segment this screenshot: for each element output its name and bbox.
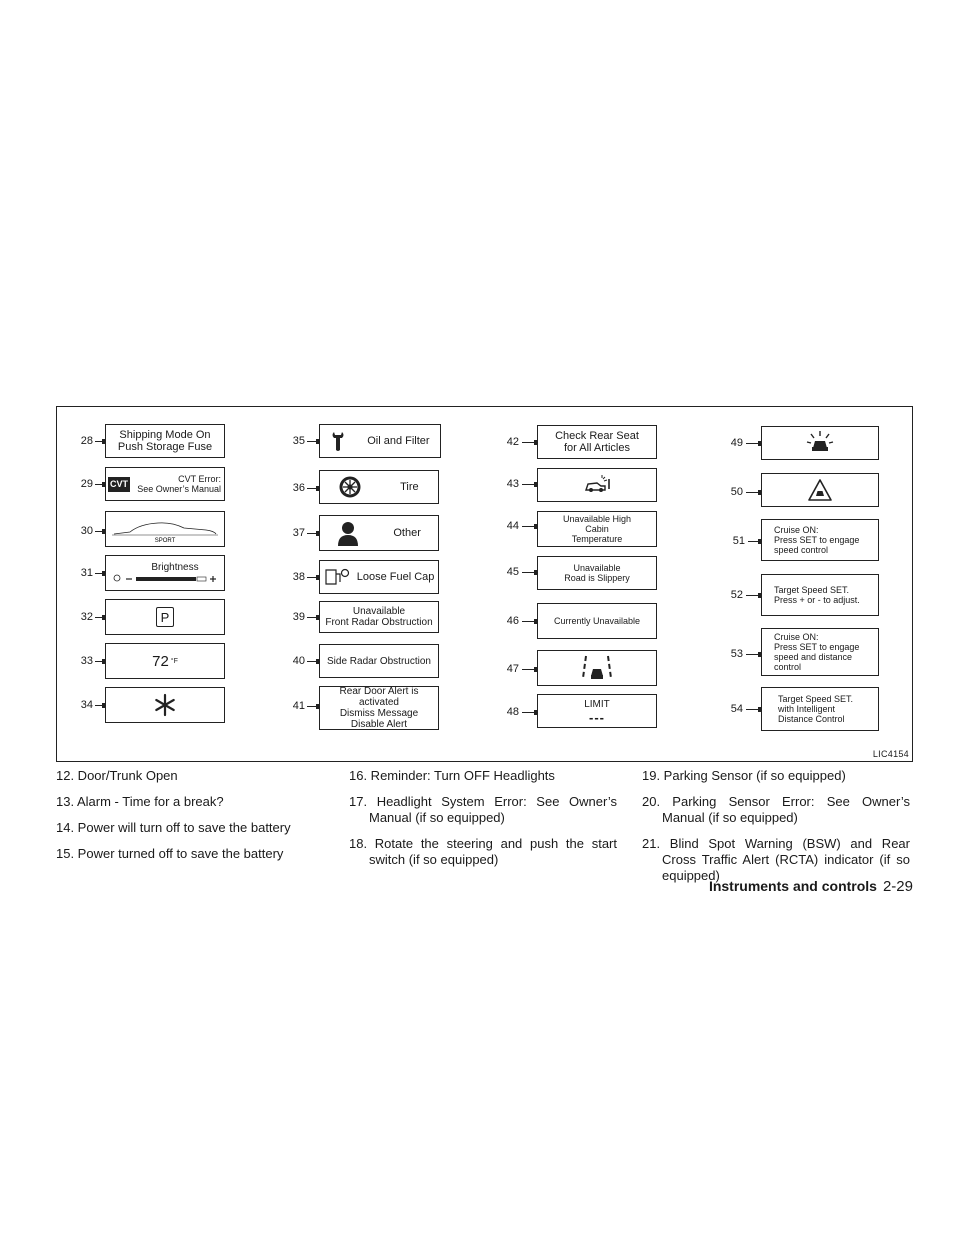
callout-36: 36 xyxy=(292,482,305,494)
callout-34: 34 xyxy=(80,699,93,711)
leader-line xyxy=(307,533,319,534)
leader-line xyxy=(307,617,319,618)
list-item: 21. Blind Spot Warning (BSW) and Rear Cross Traffic Alert (RCTA) indicator (if so equipped) xyxy=(642,836,910,883)
park-icon: P xyxy=(156,607,174,627)
section-title: Instruments and controls xyxy=(708,878,877,894)
message-cruise-on-distance: Cruise ON: Press SET to engage speed and distance control xyxy=(761,628,879,676)
message-oil-filter: Oil and Filter xyxy=(319,424,441,458)
callout-50: 50 xyxy=(730,486,743,498)
message-road-slippery: Unavailable Road is Slippery xyxy=(537,556,657,590)
callout-28: 28 xyxy=(80,435,93,447)
callout-29: 29 xyxy=(80,478,93,490)
message-side-radar: Side Radar Obstruction xyxy=(319,644,439,678)
person-icon xyxy=(337,520,359,546)
warning-message-figure xyxy=(56,406,913,762)
leader-line xyxy=(522,572,537,573)
callout-30: 30 xyxy=(80,525,93,537)
message-cvt-error: CVT CVT Error: See Owner’s Manual xyxy=(105,467,225,501)
leader-line xyxy=(522,484,537,485)
leader-line xyxy=(746,595,761,596)
callout-37: 37 xyxy=(292,527,305,539)
message-limit: LIMIT --- xyxy=(537,694,657,728)
message-sport-mode xyxy=(105,511,225,547)
list-item: 19. Parking Sensor (if so equipped) xyxy=(642,768,846,783)
leader-line xyxy=(307,577,319,578)
list-item: 16. Reminder: Turn OFF Headlights xyxy=(349,768,555,783)
leader-line xyxy=(746,492,761,493)
callout-54: 54 xyxy=(730,703,743,715)
message-cruise-on: Cruise ON: Press SET to engage speed control xyxy=(761,519,879,561)
message-rear-seat-icon xyxy=(537,468,657,502)
callout-32: 32 xyxy=(80,611,93,623)
message-icy xyxy=(105,687,225,723)
leader-line xyxy=(746,654,761,655)
car-alert-icon xyxy=(805,430,835,456)
callout-43: 43 xyxy=(506,478,519,490)
list-item: 14. Power will turn off to save the battery xyxy=(56,820,291,835)
fuel-cap-icon xyxy=(324,566,350,588)
callout-46: 46 xyxy=(506,615,519,627)
message-cabin-temperature: Unavailable High Cabin Temperature xyxy=(537,511,657,547)
page-number: 2-29 xyxy=(882,878,913,895)
leader-line xyxy=(522,442,537,443)
leader-line xyxy=(522,669,537,670)
message-check-rear-seat: Check Rear Seat for All Articles xyxy=(537,425,657,459)
leader-line xyxy=(307,706,319,707)
callout-45: 45 xyxy=(506,566,519,578)
warning-car-icon xyxy=(807,478,833,502)
figure-code: LIC4154 xyxy=(872,749,909,759)
message-loose-fuel-cap: Loose Fuel Cap xyxy=(319,560,439,594)
message-currently-unavailable: Currently Unavailable xyxy=(537,603,657,639)
callout-52: 52 xyxy=(730,589,743,601)
message-shipping-mode: Shipping Mode On Push Storage Fuse xyxy=(105,424,225,458)
callout-31: 31 xyxy=(80,567,93,579)
callout-38: 38 xyxy=(292,571,305,583)
leader-line xyxy=(307,441,319,442)
leader-line xyxy=(95,661,105,662)
message-intelligent-distance: Target Speed SET. with Intelligent Distance Control xyxy=(761,687,879,731)
callout-44: 44 xyxy=(506,520,519,532)
callout-48: 48 xyxy=(506,706,519,718)
callout-41: 41 xyxy=(292,700,305,712)
list-column-2 xyxy=(349,768,617,878)
leader-line xyxy=(522,712,537,713)
car-silhouette-icon xyxy=(110,514,220,544)
callout-51: 51 xyxy=(732,535,745,547)
list-item: 18. Rotate the steering and push the start switch (if so equipped) xyxy=(349,836,617,867)
list-column-3 xyxy=(642,768,910,894)
leader-line xyxy=(522,526,537,527)
callout-53: 53 xyxy=(730,648,743,660)
list-item: 17. Headlight System Error: See Owner’s Manual (if so equipped) xyxy=(349,794,617,825)
leader-line xyxy=(307,661,319,662)
snowflake-icon xyxy=(153,693,177,717)
leader-line xyxy=(746,709,761,710)
message-other: Other xyxy=(319,515,439,551)
leader-line xyxy=(95,531,105,532)
leader-line xyxy=(95,573,105,574)
brightness-slider-icon xyxy=(110,573,220,585)
message-icon-49 xyxy=(761,426,879,460)
message-lane-indicator xyxy=(537,650,657,686)
leader-line xyxy=(95,484,105,485)
message-icon-50 xyxy=(761,473,879,507)
leader-line xyxy=(95,441,105,442)
lane-car-icon xyxy=(580,654,614,682)
leader-line xyxy=(95,617,105,618)
message-brightness: Brightness xyxy=(105,555,225,591)
callout-47: 47 xyxy=(506,663,519,675)
tire-icon xyxy=(339,476,361,498)
rear-seat-reminder-icon xyxy=(583,475,611,495)
leader-line xyxy=(95,705,105,706)
cvt-badge: CVT xyxy=(108,477,130,492)
message-target-speed-set: Target Speed SET. Press + or - to adjust. xyxy=(761,574,879,616)
leader-line xyxy=(746,443,761,444)
leader-line xyxy=(307,488,319,489)
callout-33: 33 xyxy=(80,655,93,667)
page-footer xyxy=(709,878,913,895)
callout-40: 40 xyxy=(292,655,305,667)
callout-39: 39 xyxy=(292,611,305,623)
wrench-icon xyxy=(330,430,346,452)
leader-line xyxy=(522,621,537,622)
leader-line xyxy=(748,541,761,542)
list-item: 13. Alarm - Time for a break? xyxy=(56,794,224,809)
list-column-1 xyxy=(56,768,324,872)
message-park xyxy=(105,599,225,635)
message-front-radar: Unavailable Front Radar Obstruction xyxy=(319,601,439,633)
callout-49: 49 xyxy=(730,437,743,449)
list-item: 12. Door/Trunk Open xyxy=(56,768,178,783)
callout-35: 35 xyxy=(292,435,305,447)
message-rear-door-alert: Rear Door Alert is activated Dismiss Message Disable Alert xyxy=(319,686,439,730)
message-tire: Tire xyxy=(319,470,439,504)
callout-42: 42 xyxy=(506,436,519,448)
list-item: 20. Parking Sensor Error: See Owner’s Manual (if so equipped) xyxy=(642,794,910,825)
sport-label: SPORT xyxy=(154,538,176,544)
message-temperature: 72 $^{^\circ F}$ xyxy=(105,643,225,679)
list-item: 15. Power turned off to save the battery xyxy=(56,846,284,861)
